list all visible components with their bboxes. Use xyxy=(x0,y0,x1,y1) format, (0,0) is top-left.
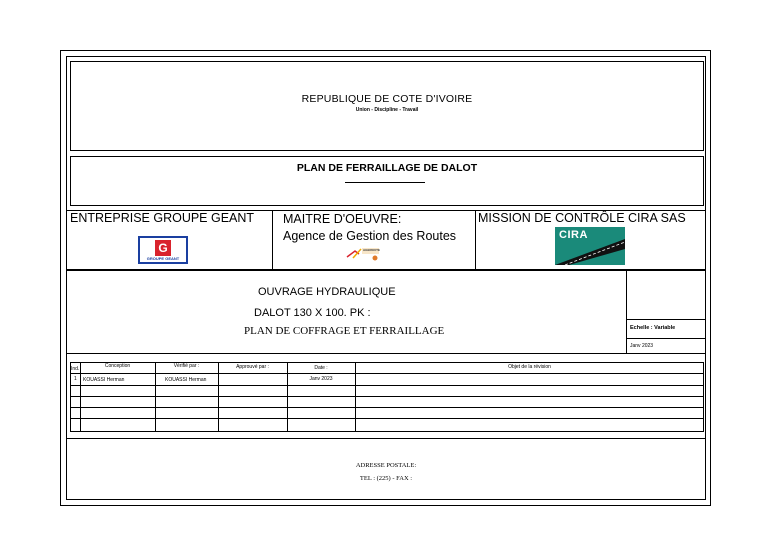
rev-header-index: Ind. xyxy=(71,366,80,372)
rev-cell-date: Janv 2023 xyxy=(309,376,333,382)
scale-divider-top xyxy=(626,319,706,320)
rev-cell-verified: KOUASSI Herman xyxy=(165,377,207,383)
national-motto: Union - Discipline - Travail xyxy=(355,107,419,113)
project-line-structure: OUVRAGE HYDRAULIQUE xyxy=(258,286,396,298)
rev-row-line xyxy=(70,385,704,386)
rev-cell-conception: KOUASSI Herman xyxy=(83,377,125,383)
contractor-label: ENTREPRISE GROUPE GEANT xyxy=(70,211,255,225)
footer-box xyxy=(66,438,706,500)
parties-divider-1 xyxy=(272,210,273,270)
owner-label: MAITRE D'OEUVRE: xyxy=(283,212,402,226)
project-box xyxy=(66,270,706,354)
owner-logo-text: AGEROUTE xyxy=(363,248,381,252)
rev-row-line xyxy=(70,407,704,408)
owner-logo xyxy=(345,245,381,262)
parties-divider-2 xyxy=(475,210,476,270)
rev-header-conception: Conception xyxy=(104,363,131,369)
contractor-logo xyxy=(138,236,188,264)
project-line-plan: PLAN DE COFFRAGE ET FERRAILLAGE xyxy=(244,325,445,337)
rev-row-line xyxy=(70,373,704,374)
contractor-logo-mark: G xyxy=(155,240,171,256)
rev-header-approved: Approuvé par : xyxy=(236,364,269,370)
rev-row-line xyxy=(70,396,704,397)
rev-header-object: Objet de la révision xyxy=(508,364,551,370)
drawing-date: Janv 2023 xyxy=(630,343,654,349)
contractor-logo-text: GROUPE GEANT xyxy=(146,256,180,261)
rev-row-line xyxy=(70,418,704,419)
rev-cell-index: 1 xyxy=(74,376,77,382)
control-logo-text: CIRA xyxy=(559,229,588,241)
title-underline xyxy=(345,182,425,183)
postal-address: ADRESSE POSTALE: xyxy=(355,462,417,469)
drawing-title: PLAN DE FERRAILLAGE DE DALOT xyxy=(296,162,478,174)
header-box xyxy=(70,61,704,151)
control-label: MISSION DE CONTRÔLE CIRA SAS xyxy=(478,211,686,225)
owner-name: Agence de Gestion des Routes xyxy=(283,229,457,243)
rev-header-verified: Vérifié par : xyxy=(173,363,200,369)
project-line-dalot: DALOT 130 X 100. PK : xyxy=(254,307,371,319)
scale-label: Echelle : Variable xyxy=(630,325,676,331)
rev-header-date: Date : xyxy=(314,365,328,371)
scale-divider-bottom xyxy=(626,338,706,339)
project-side-divider xyxy=(626,270,627,354)
country-title: REPUBLIQUE DE COTE D'IVOIRE xyxy=(301,93,473,105)
control-logo xyxy=(555,227,625,265)
contact-line: TEL : (225) - FAX : xyxy=(359,475,413,482)
